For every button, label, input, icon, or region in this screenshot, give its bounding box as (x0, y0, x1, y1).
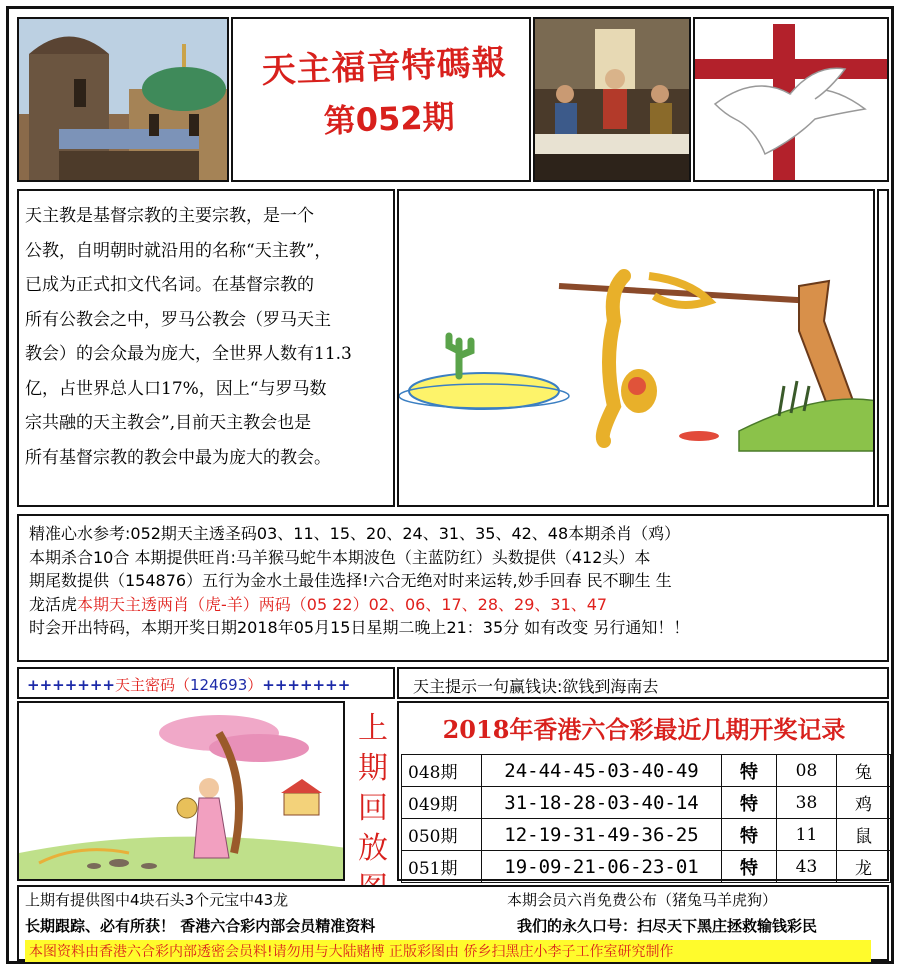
results-table (401, 754, 891, 883)
table-row (402, 851, 891, 883)
special-number-cell: 38 (777, 787, 837, 819)
numbers-cell: 24-44-45-03-40-49 (482, 755, 722, 787)
notes-line: 本期杀合10合 本期提供旺肖:马羊猴马蛇牛本期波色（主蓝防红）头数提供（412头）本 (29, 547, 651, 567)
intro-line: 宗共融的天主教会”,目前天主教会也是 (25, 413, 312, 433)
secret-code-box (17, 667, 395, 699)
table-row (402, 819, 891, 851)
right-edge-strip (877, 189, 889, 507)
te-cell: 特 (722, 755, 777, 787)
notes-line: 时会开出特码，本期开奖日期2018年05月15日星期二晚上21：35分 如有改变 另行通知！！ (29, 618, 690, 637)
header-church-photo (17, 17, 229, 182)
last-issue-review-label (349, 709, 397, 909)
review-char: 上 (358, 711, 388, 746)
intro-line: 所有公教会之中，罗马公教会（罗马天主 (25, 309, 331, 330)
table-row (402, 787, 891, 819)
period-cell: 051期 (402, 851, 482, 883)
special-number-cell: 11 (777, 819, 837, 851)
secret-code: 124693 (190, 676, 248, 694)
monkey-cartoon-box (397, 189, 875, 507)
secret-close: ） (247, 676, 263, 694)
secret-prefix: +++++++ (27, 676, 115, 694)
winning-tip-box (397, 667, 889, 699)
header-lastsupper-photo (533, 17, 691, 182)
zodiac-cell: 鸡 (837, 787, 891, 819)
last-supper-painting (535, 19, 691, 182)
notes-line4-black: 龙活虎 (29, 594, 78, 614)
intro-line: 已成为正式扣文代名词。在基督宗教的 (25, 275, 314, 295)
reference-notes-box (17, 514, 889, 662)
special-number-cell: 43 (777, 851, 837, 883)
footer-left-1: 上期有提供图中4块石头3个元宝中43龙 (25, 891, 289, 909)
notes-line (29, 593, 877, 617)
notes-line4-red: 本期天主透两肖（虎-羊）两码（05 22）02、06、17、28、29、31、47 (77, 594, 608, 614)
notes-line: 精准心水参考:052期天主透圣码03、11、15、20、24、31、35、42、48本期杀肖（鸡） (29, 524, 681, 543)
monkey-cartoon (399, 191, 875, 507)
previous-issue-picture (17, 701, 345, 881)
secret-label: 天主密码（ (114, 676, 190, 694)
footer-left-2: 长期跟踪、必有所获！ 香港六合彩内部会员精准资料 (25, 917, 376, 935)
intro-line: 所有基督宗教的教会中最为庞大的教会。 (25, 447, 331, 468)
secret-suffix: +++++++ (262, 676, 351, 694)
church-illustration (19, 19, 229, 182)
footer-right-1: 本期会员六肖免费公布（猪兔马羊虎狗） (507, 891, 778, 909)
cross-dove-icon (695, 19, 889, 182)
girl-under-tree-illustration (19, 703, 345, 881)
review-char: 期 (358, 751, 388, 786)
special-number-cell: 08 (777, 755, 837, 787)
intro-line: 亿，占世界总人口17%，因上“与罗马数 (25, 378, 327, 399)
period-cell: 050期 (402, 819, 482, 851)
review-char: 回 (358, 791, 388, 826)
period-cell: 048期 (402, 755, 482, 787)
intro-text-box (17, 189, 395, 507)
zodiac-cell: 鼠 (837, 819, 891, 851)
intro-line: 公教，自明朝时就沿用的名称“天主教”， (25, 240, 332, 261)
footer-banner: 本图资料由香港六合彩内部透密会员料!请勿用与大陆赌博 正版彩图由 侨乡扫黑庄小李子工作室研究制作 (25, 940, 871, 962)
winning-tip: 天主提示一句赢钱诀:欲钱到海南去 (413, 677, 659, 696)
intro-line: 天主教是基督宗教的主要宗教，是一个 (25, 206, 314, 226)
numbers-cell: 12-19-31-49-36-25 (482, 819, 722, 851)
page-title: 天主福音特碼報 (260, 42, 508, 92)
te-cell: 特 (722, 819, 777, 851)
review-char: 放 (358, 831, 388, 866)
zodiac-cell: 龙 (837, 851, 891, 883)
notes-line: 期尾数提供（154876）五行为金水土最佳选择!六合无绝对时来运转,妙手回春 民不聊生 生 (29, 571, 672, 590)
header-cross-dove (693, 17, 889, 182)
numbers-cell: 31-18-28-03-40-14 (482, 787, 722, 819)
numbers-cell: 19-09-21-06-23-01 (482, 851, 722, 883)
period-cell: 049期 (402, 787, 482, 819)
te-cell: 特 (722, 851, 777, 883)
footer-right-2: 我们的永久口号：扫尽天下黑庄拯救输钱彩民 (517, 917, 818, 935)
results-table-title: 2018年香港六合彩最近几期开奖记录 (442, 715, 846, 744)
intro-line: 教会）的会众最为庞大，全世界人数有11.3 (25, 344, 352, 364)
table-row (402, 755, 891, 787)
te-cell: 特 (722, 787, 777, 819)
newspaper-page (6, 6, 894, 964)
zodiac-cell: 兔 (837, 755, 891, 787)
issue-number: 第052期 (323, 97, 456, 141)
